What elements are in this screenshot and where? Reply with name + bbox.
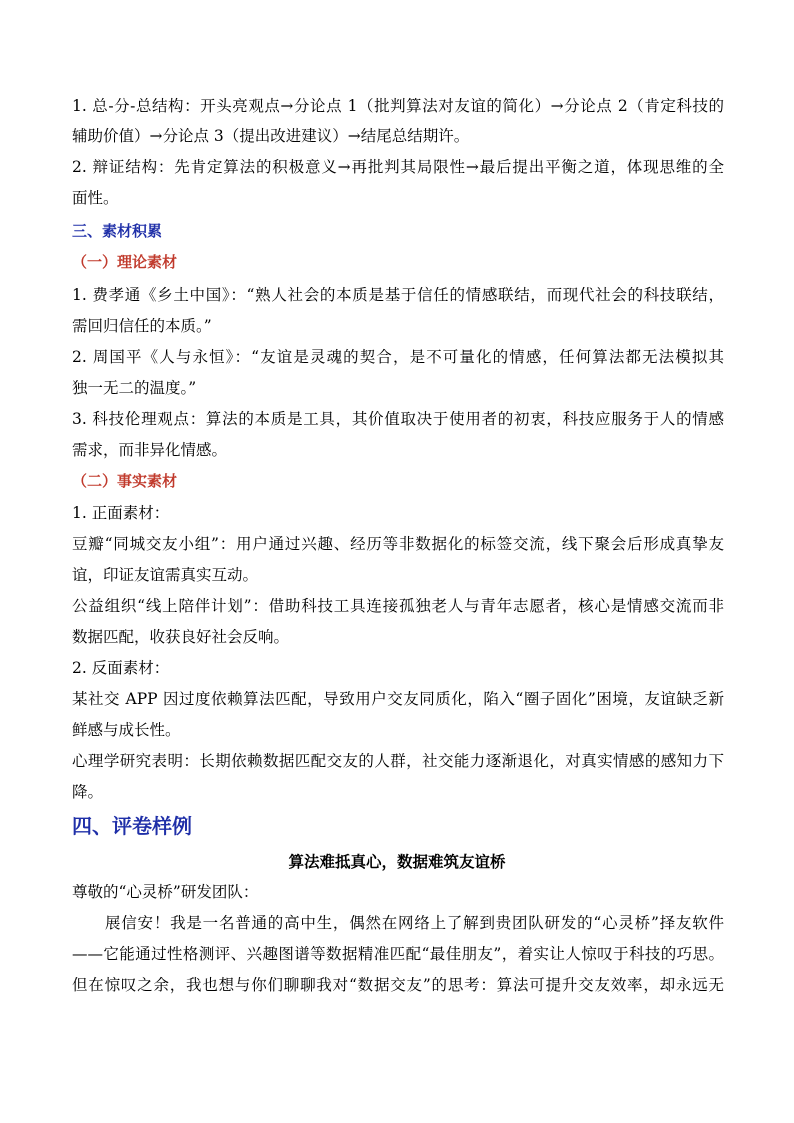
facts-line-7: 某社交 APP 因过度依赖算法匹配，导致用户交友同质化，陷入“圈子固化”困境，友谊缺乏新	[72, 690, 724, 708]
facts-line-9: 心理学研究表明：长期依赖数据匹配交友的人群，社交能力逐渐退化，对真实情感的感知力下	[72, 752, 724, 770]
facts-line-3: 谊，印证友谊需真实互动。	[72, 566, 259, 584]
essay-body-line-3: 但在惊叹之余，我也想与你们聊聊我对“数据交友”的思考：算法可提升交友效率，却永远无	[72, 976, 724, 994]
structure-item-1-line-1: 1. 总-分-总结构：开头亮观点→分论点 1（批判算法对友谊的简化）→分论点 2（肯定科技的	[72, 97, 724, 115]
theory-line-3: 2. 周国平《人与永恒》：“友谊是灵魂的契合，是不可量化的情感，任何算法都无法模拟其	[72, 348, 724, 366]
facts-line-1: 1. 正面素材：	[72, 504, 170, 522]
essay-body-line-2: ——它能通过性格测评、兴趣图谱等数据精准匹配“最佳朋友”，着实让人惊叹于科技的巧思。	[72, 945, 724, 963]
section-heading-sample-essay: 四、评卷样例	[72, 814, 192, 838]
theory-line-2: 需回归信任的本质。”	[72, 317, 212, 335]
essay-body-line-1: 展信安！我是一名普通的高中生，偶然在网络上了解到贵团队研发的“心灵桥”择友软件	[105, 914, 724, 932]
subsection-heading-theory: （一）理论素材	[72, 253, 178, 271]
facts-line-5: 数据匹配，收获良好社会反响。	[72, 628, 290, 646]
subsection-heading-facts: （二）事实素材	[72, 472, 178, 490]
theory-line-1: 1. 费孝通《乡土中国》：“熟人社会的本质是基于信任的情感联结，而现代社会的科技联结，	[72, 286, 724, 304]
essay-salutation: 尊敬的“心灵桥”研发团队：	[72, 883, 259, 901]
facts-line-10: 降。	[72, 783, 104, 801]
theory-line-6: 需求，而非异化情感。	[72, 441, 228, 459]
theory-line-4: 独一无二的温度。”	[72, 379, 197, 397]
theory-line-5: 3. 科技伦理观点：算法的本质是工具，其价值取决于使用者的初衷，科技应服务于人的情感	[72, 410, 724, 428]
facts-line-6: 2. 反面素材：	[72, 659, 170, 677]
facts-line-2: 豆瓣“同城交友小组”：用户通过兴趣、经历等非数据化的标签交流，线下聚会后形成真挚友	[72, 535, 724, 553]
structure-item-2-line-1: 2. 辩证结构：先肯定算法的积极意义→再批判其局限性→最后提出平衡之道，体现思维的全	[72, 158, 724, 176]
structure-item-2-line-2: 面性。	[72, 189, 119, 207]
essay-title: 算法难抵真心，数据难筑友谊桥	[288, 852, 506, 871]
facts-line-8: 鲜感与成长性。	[72, 721, 181, 739]
structure-item-1-line-2: 辅助价值）→分论点 3（提出改进建议）→结尾总结期许。	[72, 127, 470, 145]
facts-line-4: 公益组织“线上陪伴计划”：借助科技工具连接孤独老人与青年志愿者，核心是情感交流而非	[72, 597, 724, 615]
section-heading-materials: 三、素材积累	[72, 222, 163, 240]
